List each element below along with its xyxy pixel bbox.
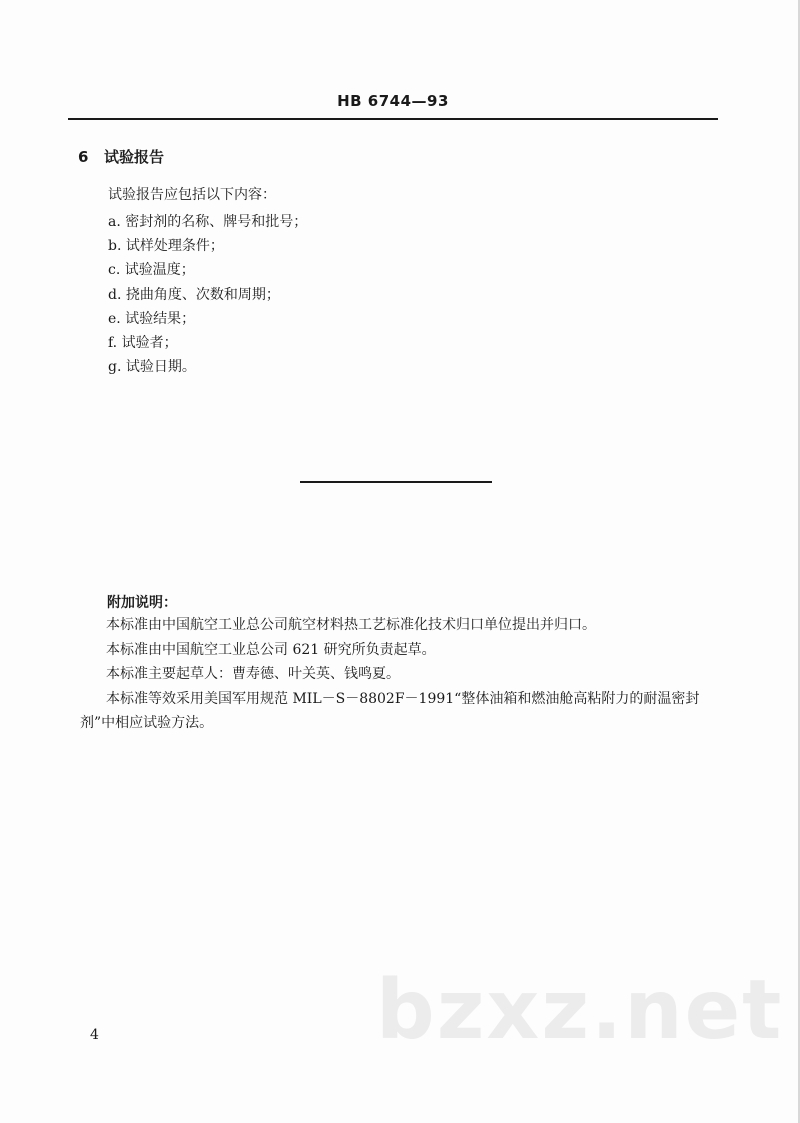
section-heading — [78, 146, 164, 167]
supplement-paragraph: 本标准主要起草人：曹寿德、叶关英、钱鸣夏。 — [106, 666, 400, 682]
page-header — [68, 92, 718, 120]
end-of-standard-rule — [300, 481, 492, 483]
section-intro: 试验报告应包括以下内容： — [108, 187, 276, 203]
header-rule — [68, 118, 718, 120]
list-item: b. 试样处理条件； — [108, 238, 224, 255]
watermark: bzxz.net — [376, 963, 784, 1058]
supplement-paragraph: 本标准等效采用美国军用规范 MIL－S－8802F－1991“整体油箱和燃油舱高粘附力的耐温密封剂”中相应试验方法。 — [80, 690, 700, 731]
document-code: HB 6744—93 — [337, 92, 449, 110]
supplement-paragraph: 本标准由中国航空工业总公司航空材料热工艺标准化技术归口单位提出并归口。 — [106, 617, 596, 633]
supplement-paragraph: 本标准由中国航空工业总公司 621 研究所负责起草。 — [106, 641, 436, 658]
supplement-body — [80, 613, 720, 736]
report-items-list — [108, 210, 307, 379]
list-item: a. 密封剂的名称、牌号和批号； — [108, 214, 308, 230]
list-item: f. 试验者； — [108, 334, 178, 351]
page-number: 4 — [90, 1027, 99, 1043]
list-item: e. 试验结果； — [108, 310, 196, 327]
supplement-title: 附加说明： — [107, 595, 177, 611]
list-item: g. 试验日期。 — [108, 359, 196, 376]
section-number: 6 — [78, 148, 89, 166]
section-title: 试验报告 — [104, 148, 165, 166]
list-item: c. 试验温度； — [108, 262, 195, 279]
list-item: d. 挠曲角度、次数和周期； — [108, 286, 280, 303]
